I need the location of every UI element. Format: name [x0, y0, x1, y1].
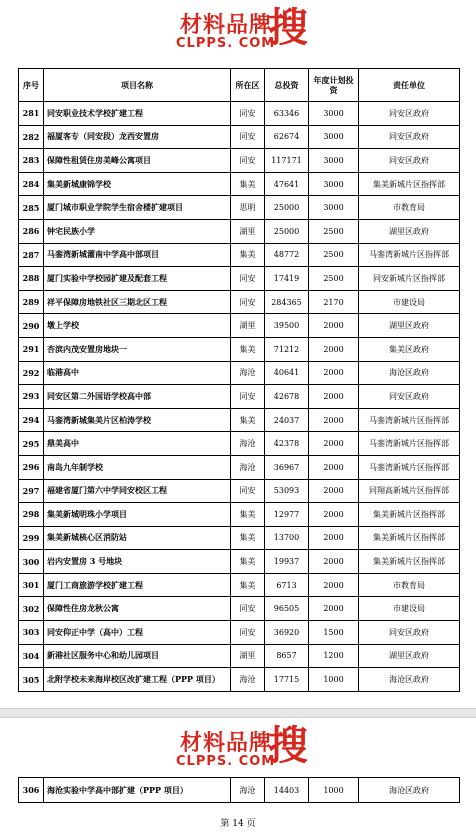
cell-annual: 2000 [309, 597, 359, 621]
table-row [19, 149, 460, 173]
cell-name: 南岛九年制学校 [44, 455, 231, 479]
cell-district: 海沧 [231, 455, 265, 479]
cell-name: 保障性租赁住房美峰公寓项目 [44, 149, 231, 173]
cell-total: 25000 [265, 196, 309, 220]
cell-annual: 2000 [309, 314, 359, 338]
table-row [19, 526, 460, 550]
cell-seq: 290 [19, 314, 44, 338]
cell-name: 同安区第二外国语学校高中部 [44, 385, 231, 409]
cell-name: 集美新城核心区消防站 [44, 526, 231, 550]
cell-name: 钟宅民族小学 [44, 219, 231, 243]
cell-total: 47641 [265, 172, 309, 196]
table-row [19, 550, 460, 574]
header-seq: 序号 [19, 69, 44, 102]
watermark-logo-top [0, 0, 476, 60]
cell-unit: 集美新城片区指挥部 [359, 526, 460, 550]
table-row [19, 125, 460, 149]
table-row [19, 196, 460, 220]
cell-name: 马銮湾新城灌南中学高中部项目 [44, 243, 231, 267]
cell-total: 71212 [265, 337, 309, 361]
cell-annual: 2000 [309, 385, 359, 409]
table-row [19, 597, 460, 621]
cell-seq: 282 [19, 125, 44, 149]
header-name: 项目名称 [44, 69, 231, 102]
project-table [18, 68, 460, 692]
cell-unit: 湖里区政府 [359, 219, 460, 243]
cell-annual: 2000 [309, 503, 359, 527]
cell-district: 集美 [231, 503, 265, 527]
cell-name: 同安仰正中学（高中）工程 [44, 621, 231, 645]
cell-seq: 296 [19, 455, 44, 479]
cell-district: 思明 [231, 196, 265, 220]
cell-name: 海沧实验中学高中部扩建（PPP 项目） [44, 778, 231, 803]
logo-search-glyph: 搜 [268, 723, 308, 769]
logo-en-text: CLPPS. COM [176, 754, 276, 769]
cell-annual: 2000 [309, 361, 359, 385]
cell-name: 福厦客专（同安段）龙西安置房 [44, 125, 231, 149]
header-unit: 责任单位 [359, 69, 460, 102]
cell-unit: 市建设局 [359, 290, 460, 314]
logo-cn-text: 材料品牌 [180, 731, 273, 756]
cell-name: 保障性住房龙秋公寓 [44, 597, 231, 621]
table-row [19, 668, 460, 692]
cell-district: 海沧 [231, 668, 265, 692]
table-row [19, 408, 460, 432]
cell-annual: 2000 [309, 455, 359, 479]
logo-en-text: CLPPS. COM [176, 36, 276, 51]
table-row [19, 219, 460, 243]
cell-name: 集美新城康锦学校 [44, 172, 231, 196]
cell-district: 同安 [231, 597, 265, 621]
cell-seq: 306 [19, 778, 44, 803]
cell-district: 同安 [231, 102, 265, 126]
cell-unit: 湖里区政府 [359, 644, 460, 668]
table-row [19, 337, 460, 361]
cell-name: 同安职业技术学校扩建工程 [44, 102, 231, 126]
table-row [19, 455, 460, 479]
cell-unit: 同安新城片区指挥部 [359, 267, 460, 291]
cell-seq: 292 [19, 361, 44, 385]
cell-name: 临港高中 [44, 361, 231, 385]
cell-unit: 同安区政府 [359, 102, 460, 126]
cell-seq: 285 [19, 196, 44, 220]
cell-unit: 同安区政府 [359, 621, 460, 645]
table-row [19, 102, 460, 126]
cell-unit: 马銮湾新城片区指挥部 [359, 455, 460, 479]
cell-total: 62674 [265, 125, 309, 149]
cell-seq: 301 [19, 573, 44, 597]
cell-total: 117171 [265, 149, 309, 173]
logo-search-glyph: 搜 [268, 5, 308, 51]
cell-total: 36920 [265, 621, 309, 645]
cell-total: 14403 [265, 778, 309, 803]
cell-total: 17419 [265, 267, 309, 291]
cell-annual: 1200 [309, 644, 359, 668]
table-row [19, 573, 460, 597]
cell-district: 湖里 [231, 219, 265, 243]
cell-name: 集美新城明珠小学项目 [44, 503, 231, 527]
cell-seq: 287 [19, 243, 44, 267]
cell-name: 厦门城市职业学院学生宿舍楼扩建项目 [44, 196, 231, 220]
header-district: 所在区 [231, 69, 265, 102]
cell-annual: 3000 [309, 149, 359, 173]
cell-seq: 283 [19, 149, 44, 173]
cell-district: 同安 [231, 621, 265, 645]
cell-seq: 289 [19, 290, 44, 314]
cell-seq: 304 [19, 644, 44, 668]
cell-name: 厦门工商旅游学校扩建工程 [44, 573, 231, 597]
cell-total: 96505 [265, 597, 309, 621]
cell-annual: 2000 [309, 479, 359, 503]
cell-annual: 3000 [309, 102, 359, 126]
cell-name: 新港社区服务中心和幼儿园项目 [44, 644, 231, 668]
cell-name: 杏滨内茂安置房地块一 [44, 337, 231, 361]
page-number: 第 14 页 [220, 819, 256, 829]
cell-name: 北附学校未来海岸校区改扩建工程（PPP 项目） [44, 668, 231, 692]
cell-annual: 2000 [309, 408, 359, 432]
table-row [19, 361, 460, 385]
cell-total: 48772 [265, 243, 309, 267]
cell-district: 集美 [231, 337, 265, 361]
cell-district: 集美 [231, 172, 265, 196]
cell-seq: 298 [19, 503, 44, 527]
table-row [19, 621, 460, 645]
cell-annual: 1500 [309, 621, 359, 645]
cell-district: 集美 [231, 526, 265, 550]
project-table-continued [18, 777, 460, 803]
cell-district: 海沧 [231, 778, 265, 803]
cell-unit: 集美区政府 [359, 337, 460, 361]
cell-district: 同安 [231, 479, 265, 503]
cell-seq: 302 [19, 597, 44, 621]
cell-seq: 299 [19, 526, 44, 550]
cell-total: 6713 [265, 573, 309, 597]
cell-name: 岩内安置房 3 号地块 [44, 550, 231, 574]
cell-seq: 291 [19, 337, 44, 361]
cell-annual: 2000 [309, 550, 359, 574]
cell-seq: 288 [19, 267, 44, 291]
cell-unit: 同安区政府 [359, 125, 460, 149]
cell-unit: 市教育局 [359, 573, 460, 597]
cell-seq: 303 [19, 621, 44, 645]
cell-district: 集美 [231, 550, 265, 574]
cell-annual: 2500 [309, 219, 359, 243]
cell-unit: 马銮湾新城片区指挥部 [359, 432, 460, 456]
cell-district: 海沧 [231, 432, 265, 456]
table-row [19, 479, 460, 503]
cell-annual: 2170 [309, 290, 359, 314]
cell-district: 同安 [231, 125, 265, 149]
cell-annual: 3000 [309, 196, 359, 220]
table-row [19, 385, 460, 409]
cell-annual: 2000 [309, 526, 359, 550]
cell-unit: 马銮湾新城片区指挥部 [359, 243, 460, 267]
table-row [19, 314, 460, 338]
logo-cn-text: 材料品牌 [180, 13, 273, 38]
cell-total: 284365 [265, 290, 309, 314]
page-separator [0, 708, 476, 718]
cell-total: 53093 [265, 479, 309, 503]
cell-district: 同安 [231, 267, 265, 291]
cell-seq: 297 [19, 479, 44, 503]
cell-name: 鼎美高中 [44, 432, 231, 456]
cell-unit: 海沧区政府 [359, 778, 460, 803]
table-row [19, 172, 460, 196]
cell-name: 福建省厦门第六中学同安校区工程 [44, 479, 231, 503]
cell-annual: 1000 [309, 778, 359, 803]
cell-total: 42378 [265, 432, 309, 456]
cell-unit: 同翔高新城片区指挥部 [359, 479, 460, 503]
cell-unit: 市建设局 [359, 597, 460, 621]
cell-unit: 市教育局 [359, 196, 460, 220]
cell-seq: 295 [19, 432, 44, 456]
table-row [19, 503, 460, 527]
cell-annual: 2000 [309, 573, 359, 597]
header-annual: 年度计划投资 [309, 69, 359, 102]
cell-annual: 2500 [309, 243, 359, 267]
table-row [19, 267, 460, 291]
table-header-row [19, 69, 460, 102]
cell-total: 63346 [265, 102, 309, 126]
cell-district: 湖里 [231, 314, 265, 338]
cell-district: 同安 [231, 149, 265, 173]
cell-annual: 2000 [309, 432, 359, 456]
cell-district: 湖里 [231, 644, 265, 668]
cell-seq: 300 [19, 550, 44, 574]
cell-name: 马銮湾新城集美片区柏涛学校 [44, 408, 231, 432]
cell-seq: 305 [19, 668, 44, 692]
cell-district: 集美 [231, 408, 265, 432]
table-row [19, 644, 460, 668]
cell-total: 40641 [265, 361, 309, 385]
cell-total: 42678 [265, 385, 309, 409]
cell-unit: 海沧区政府 [359, 361, 460, 385]
cell-unit: 集美新城片区指挥部 [359, 172, 460, 196]
cell-name: 墩上学校 [44, 314, 231, 338]
cell-unit: 集美新城片区指挥部 [359, 550, 460, 574]
table-row [19, 778, 460, 803]
cell-annual: 1000 [309, 668, 359, 692]
cell-district: 集美 [231, 573, 265, 597]
cell-total: 13700 [265, 526, 309, 550]
cell-total: 39500 [265, 314, 309, 338]
cell-total: 25000 [265, 219, 309, 243]
table-row [19, 432, 460, 456]
cell-unit: 马銮湾新城片区指挥部 [359, 408, 460, 432]
cell-seq: 284 [19, 172, 44, 196]
watermark-logo-bottom [0, 718, 476, 778]
cell-district: 集美 [231, 243, 265, 267]
cell-name: 厦门实验中学校园扩建及配套工程 [44, 267, 231, 291]
cell-unit: 同安区政府 [359, 149, 460, 173]
cell-unit: 海沧区政府 [359, 668, 460, 692]
cell-annual: 3000 [309, 125, 359, 149]
cell-total: 36967 [265, 455, 309, 479]
cell-total: 12977 [265, 503, 309, 527]
table-row [19, 243, 460, 267]
cell-seq: 286 [19, 219, 44, 243]
cell-total: 17715 [265, 668, 309, 692]
cell-annual: 2500 [309, 267, 359, 291]
cell-unit: 同安区政府 [359, 385, 460, 409]
cell-district: 同安 [231, 385, 265, 409]
cell-district: 同安 [231, 290, 265, 314]
cell-total: 8657 [265, 644, 309, 668]
cell-seq: 293 [19, 385, 44, 409]
cell-name: 祥平保障房地铁社区三期北区工程 [44, 290, 231, 314]
cell-annual: 2000 [309, 337, 359, 361]
cell-district: 海沧 [231, 361, 265, 385]
cell-unit: 湖里区政府 [359, 314, 460, 338]
cell-seq: 281 [19, 102, 44, 126]
cell-annual: 3000 [309, 172, 359, 196]
cell-total: 24037 [265, 408, 309, 432]
cell-total: 19937 [265, 550, 309, 574]
cell-seq: 294 [19, 408, 44, 432]
header-total: 总投资 [265, 69, 309, 102]
cell-unit: 集美新城片区指挥部 [359, 503, 460, 527]
table-row [19, 290, 460, 314]
